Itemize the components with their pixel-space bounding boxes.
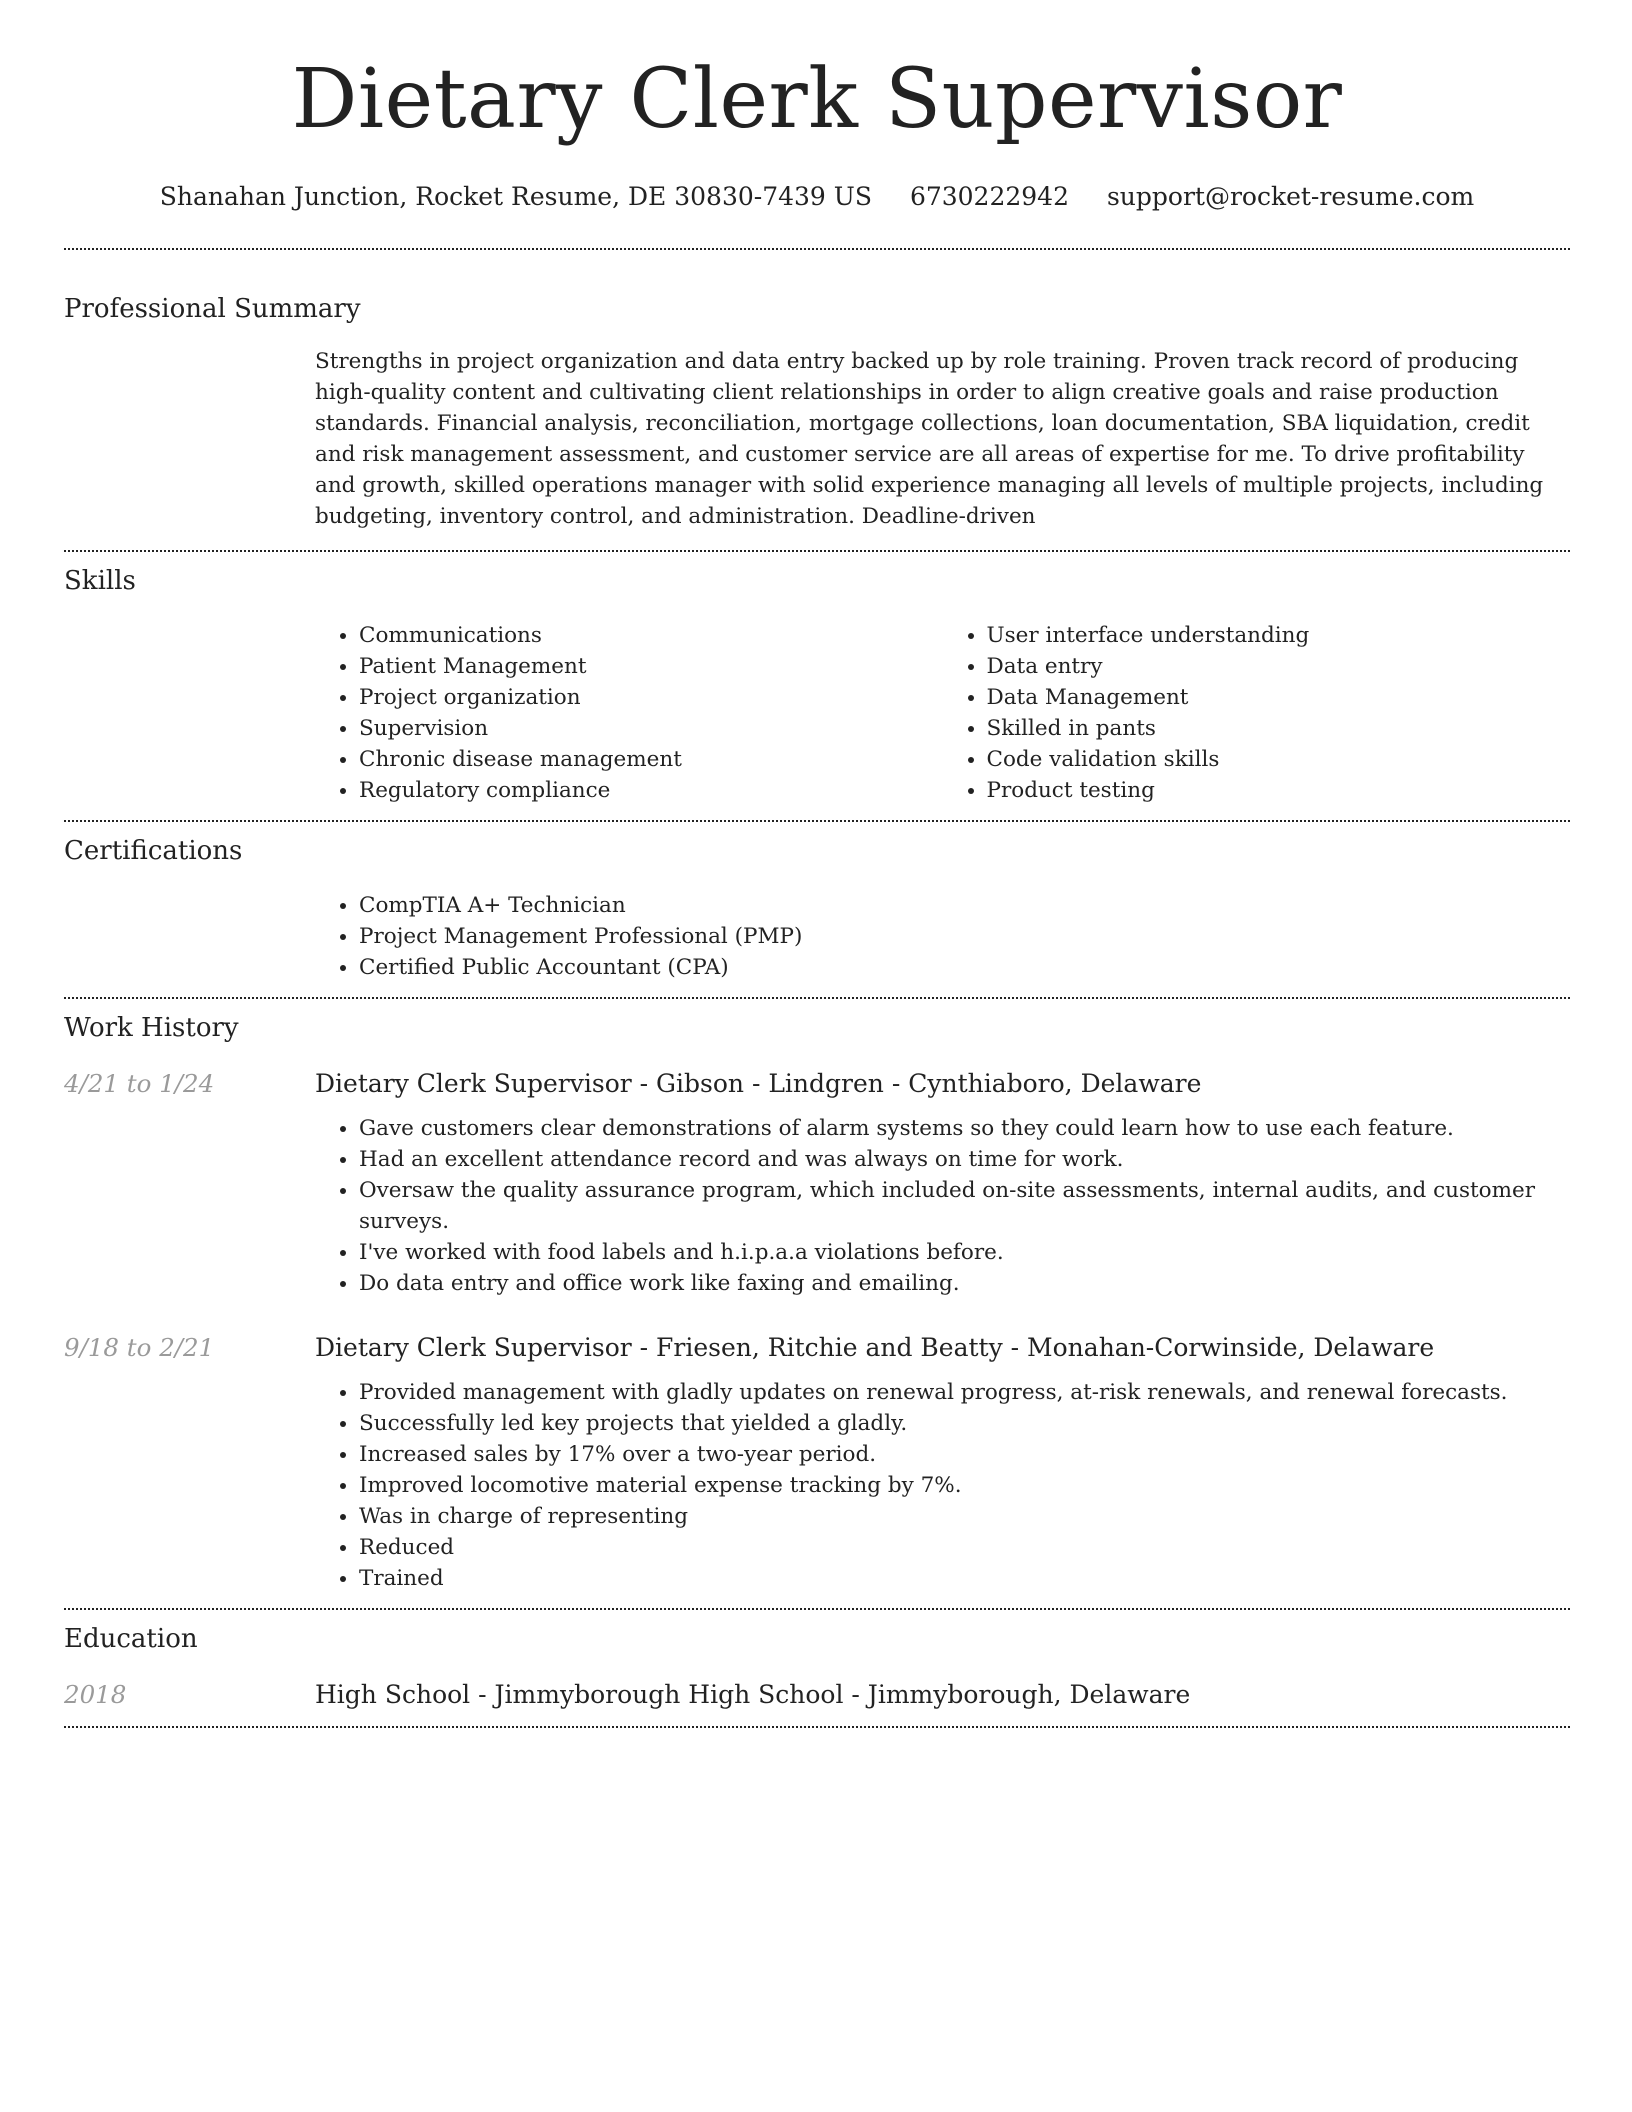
contact-phone: 6730222942	[909, 182, 1069, 211]
job-bullets	[315, 1377, 1570, 1594]
education-heading: Education	[64, 1624, 198, 1654]
skill-item: • Supervision	[359, 713, 943, 744]
job-entry	[64, 1067, 1570, 1313]
skill-item: • Code validation skills	[987, 744, 1571, 775]
summary-text: Strengths in project organization and data entry backed up by role training. Proven track record of producing high-quality content and cultivating client relationships in order to align creative goals and raise production standards. Financial analysis, reconciliation, mortgage collections, loan documentation, SBA liquidation, credit and risk management assessment, and customer service are all areas of expertise for me. To drive profitability and growth, skilled operations manager with solid experience managing all levels of multiple projects, including budgeting, inventory control, and administration. Deadline-driven	[315, 349, 1544, 529]
candidate-name: Dietary Clerk Supervisor	[291, 52, 1343, 147]
work-history-heading: Work History	[64, 1013, 239, 1043]
job-body	[315, 1331, 1570, 1608]
skill-item: • Communications	[359, 620, 943, 651]
contact-line	[64, 180, 1570, 214]
certifications-section	[64, 822, 1570, 983]
certification-item: • CompTIA A+ Technician	[359, 890, 1570, 921]
job-bullet: • Trained	[359, 1563, 1570, 1594]
certifications-list-wrap	[315, 890, 1570, 983]
job-bullet: • Had an excellent attendance record and was always on time for work.	[359, 1144, 1570, 1175]
education-heading-line: High School - Jimmyborough High School - Jimmyborough, Delaware	[315, 1680, 1191, 1709]
skills-list-left	[315, 620, 943, 806]
skill-item: • Product testing	[987, 775, 1571, 806]
skill-item: • Patient Management	[359, 651, 943, 682]
skills-list-right	[943, 620, 1571, 806]
job-body	[315, 1067, 1570, 1313]
resume-page	[64, 0, 1570, 1728]
contact-address: Shanahan Junction, Rocket Resume, DE 30830-7439 US	[159, 182, 872, 211]
education-entry	[64, 1678, 1570, 1712]
certification-item: • Project Management Professional (PMP)	[359, 921, 1570, 952]
education-year: 2018	[64, 1680, 127, 1709]
job-bullet: • Provided management with gladly updates on renewal progress, at-risk renewals, and renewal forecasts.	[359, 1377, 1570, 1408]
skill-item: • User interface understanding	[987, 620, 1571, 651]
job-bullet: • Increased sales by 17% over a two-year period.	[359, 1439, 1570, 1470]
certification-item: • Certified Public Accountant (CPA)	[359, 952, 1570, 983]
job-bullet: • Was in charge of representing	[359, 1501, 1570, 1532]
certifications-heading: Certifications	[64, 836, 243, 866]
summary-section	[64, 250, 1570, 532]
skill-item: • Skilled in pants	[987, 713, 1571, 744]
job-heading: Dietary Clerk Supervisor - Friesen, Ritchie and Beatty - Monahan-Corwinside, Delaware	[315, 1333, 1435, 1362]
job-bullet: • Gave customers clear demonstrations of alarm systems so they could learn how to use each feature.	[359, 1113, 1570, 1144]
job-bullet: • Improved locomotive material expense tracking by 7%.	[359, 1470, 1570, 1501]
job-bullets	[315, 1113, 1570, 1299]
job-bullet: • Successfully led key projects that yielded a gladly.	[359, 1408, 1570, 1439]
job-bullet: • Do data entry and office work like faxing and emailing.	[359, 1268, 1570, 1299]
skill-item: • Project organization	[359, 682, 943, 713]
skill-item: • Regulatory compliance	[359, 775, 943, 806]
work-history-section	[64, 999, 1570, 1608]
education-section	[64, 1610, 1570, 1712]
job-bullet: • I've worked with food labels and h.i.p.a.a violations before.	[359, 1237, 1570, 1268]
skills-heading: Skills	[64, 566, 136, 596]
contact-email: support@rocket-resume.com	[1106, 182, 1475, 211]
divider	[64, 1726, 1570, 1728]
job-bullet: • Oversaw the quality assurance program, which included on-site assessments, internal audits, and customer surveys.	[359, 1175, 1570, 1237]
skills-grid	[315, 620, 1570, 806]
job-dates: 4/21 to 1/24	[64, 1069, 215, 1098]
skills-section	[64, 552, 1570, 806]
job-entry	[64, 1331, 1570, 1608]
summary-heading: Professional Summary	[64, 294, 361, 324]
job-dates: 9/18 to 2/21	[64, 1333, 215, 1362]
skill-item: • Data entry	[987, 651, 1571, 682]
certifications-list	[315, 890, 1570, 983]
skill-item: • Chronic disease management	[359, 744, 943, 775]
skill-item: • Data Management	[987, 682, 1571, 713]
job-bullet: • Reduced	[359, 1532, 1570, 1563]
job-heading: Dietary Clerk Supervisor - Gibson - Lindgren - Cynthiaboro, Delaware	[315, 1069, 1202, 1098]
